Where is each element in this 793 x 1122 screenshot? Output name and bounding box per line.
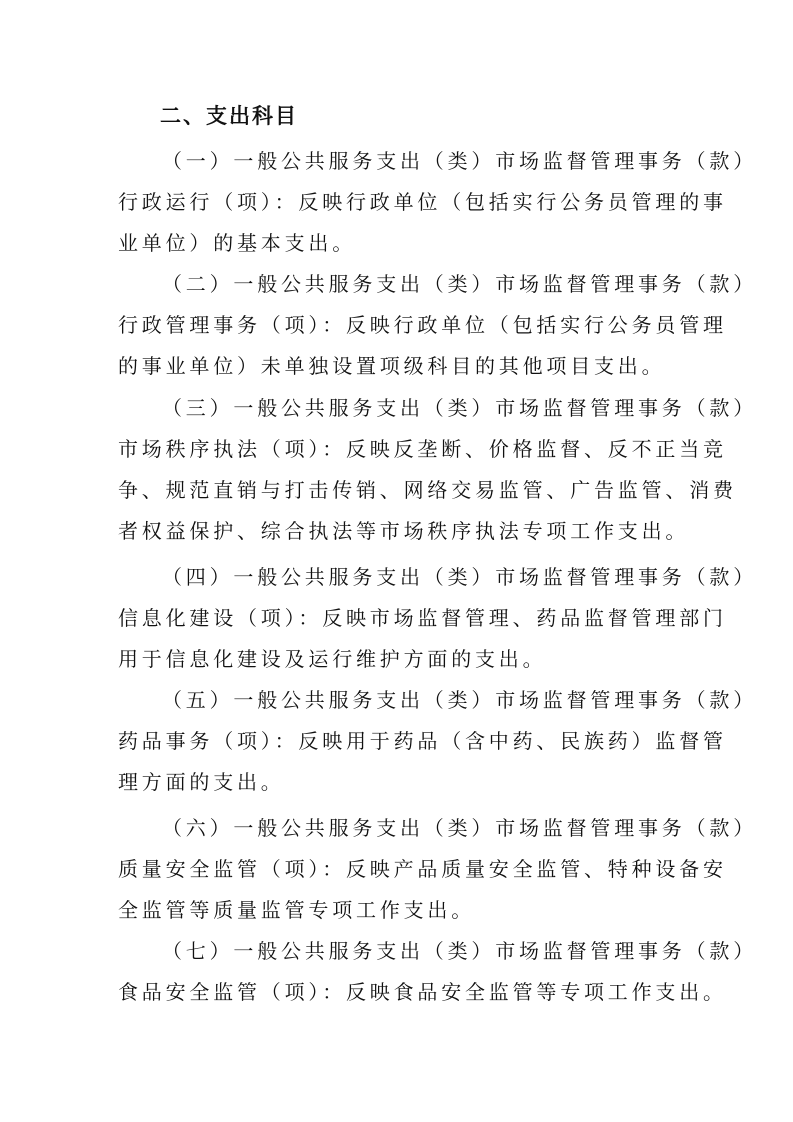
item-4-line-1: （四）一般公共服务支出（类）市场监督管理事务（款） <box>162 565 757 589</box>
item-4-line-2: 信息化建设（项）：反映市场监督管理、药品监督管理部门 <box>118 606 727 630</box>
item-5-line-1: （五）一般公共服务支出（类）市场监督管理事务（款） <box>162 688 757 712</box>
item-3-line-2: 市场秩序执法（项）：反映反垄断、价格监督、反不正当竞 <box>118 437 727 461</box>
item-1-line-1: （一）一般公共服务支出（类）市场监督管理事务（款） <box>162 149 757 173</box>
item-5-line-2: 药品事务（项）：反映用于药品（含中药、民族药）监督管 <box>118 729 727 753</box>
item-3-line-1: （三）一般公共服务支出（类）市场监督管理事务（款） <box>162 396 757 420</box>
item-6-line-1: （六）一般公共服务支出（类）市场监督管理事务（款） <box>162 816 757 840</box>
item-3-line-3: 争、规范直销与打击传销、网络交易监管、广告监管、消费 <box>118 478 737 502</box>
item-2-line-3: 的事业单位）未单独设置项级科目的其他项目支出。 <box>118 354 666 378</box>
item-7-line-1: （七）一般公共服务支出（类）市场监督管理事务（款） <box>162 939 757 963</box>
item-1-line-3: 业单位）的基本支出。 <box>118 231 356 255</box>
item-2-line-2: 行政管理事务（项）：反映行政单位（包括实行公务员管理 <box>118 313 727 337</box>
section-heading: 二、支出科目 <box>160 104 298 128</box>
item-6-line-2: 质量安全监管（项）：反映产品质量安全监管、特种设备安 <box>118 857 727 881</box>
item-6-line-3: 全监管等质量监管专项工作支出。 <box>118 898 475 922</box>
item-4-line-3: 用于信息化建设及运行维护方面的支出。 <box>118 647 547 671</box>
item-3-line-4: 者权益保护、综合执法等市场秩序执法专项工作支出。 <box>118 519 690 543</box>
item-7-line-2: 食品安全监管（项）：反映食品安全监管等专项工作支出。 <box>118 980 727 1004</box>
item-2-line-1: （二）一般公共服务支出（类）市场监督管理事务（款） <box>162 272 757 296</box>
item-1-line-2: 行政运行（项）：反映行政单位（包括实行公务员管理的事 <box>118 190 727 214</box>
item-5-line-3: 理方面的支出。 <box>118 770 285 794</box>
